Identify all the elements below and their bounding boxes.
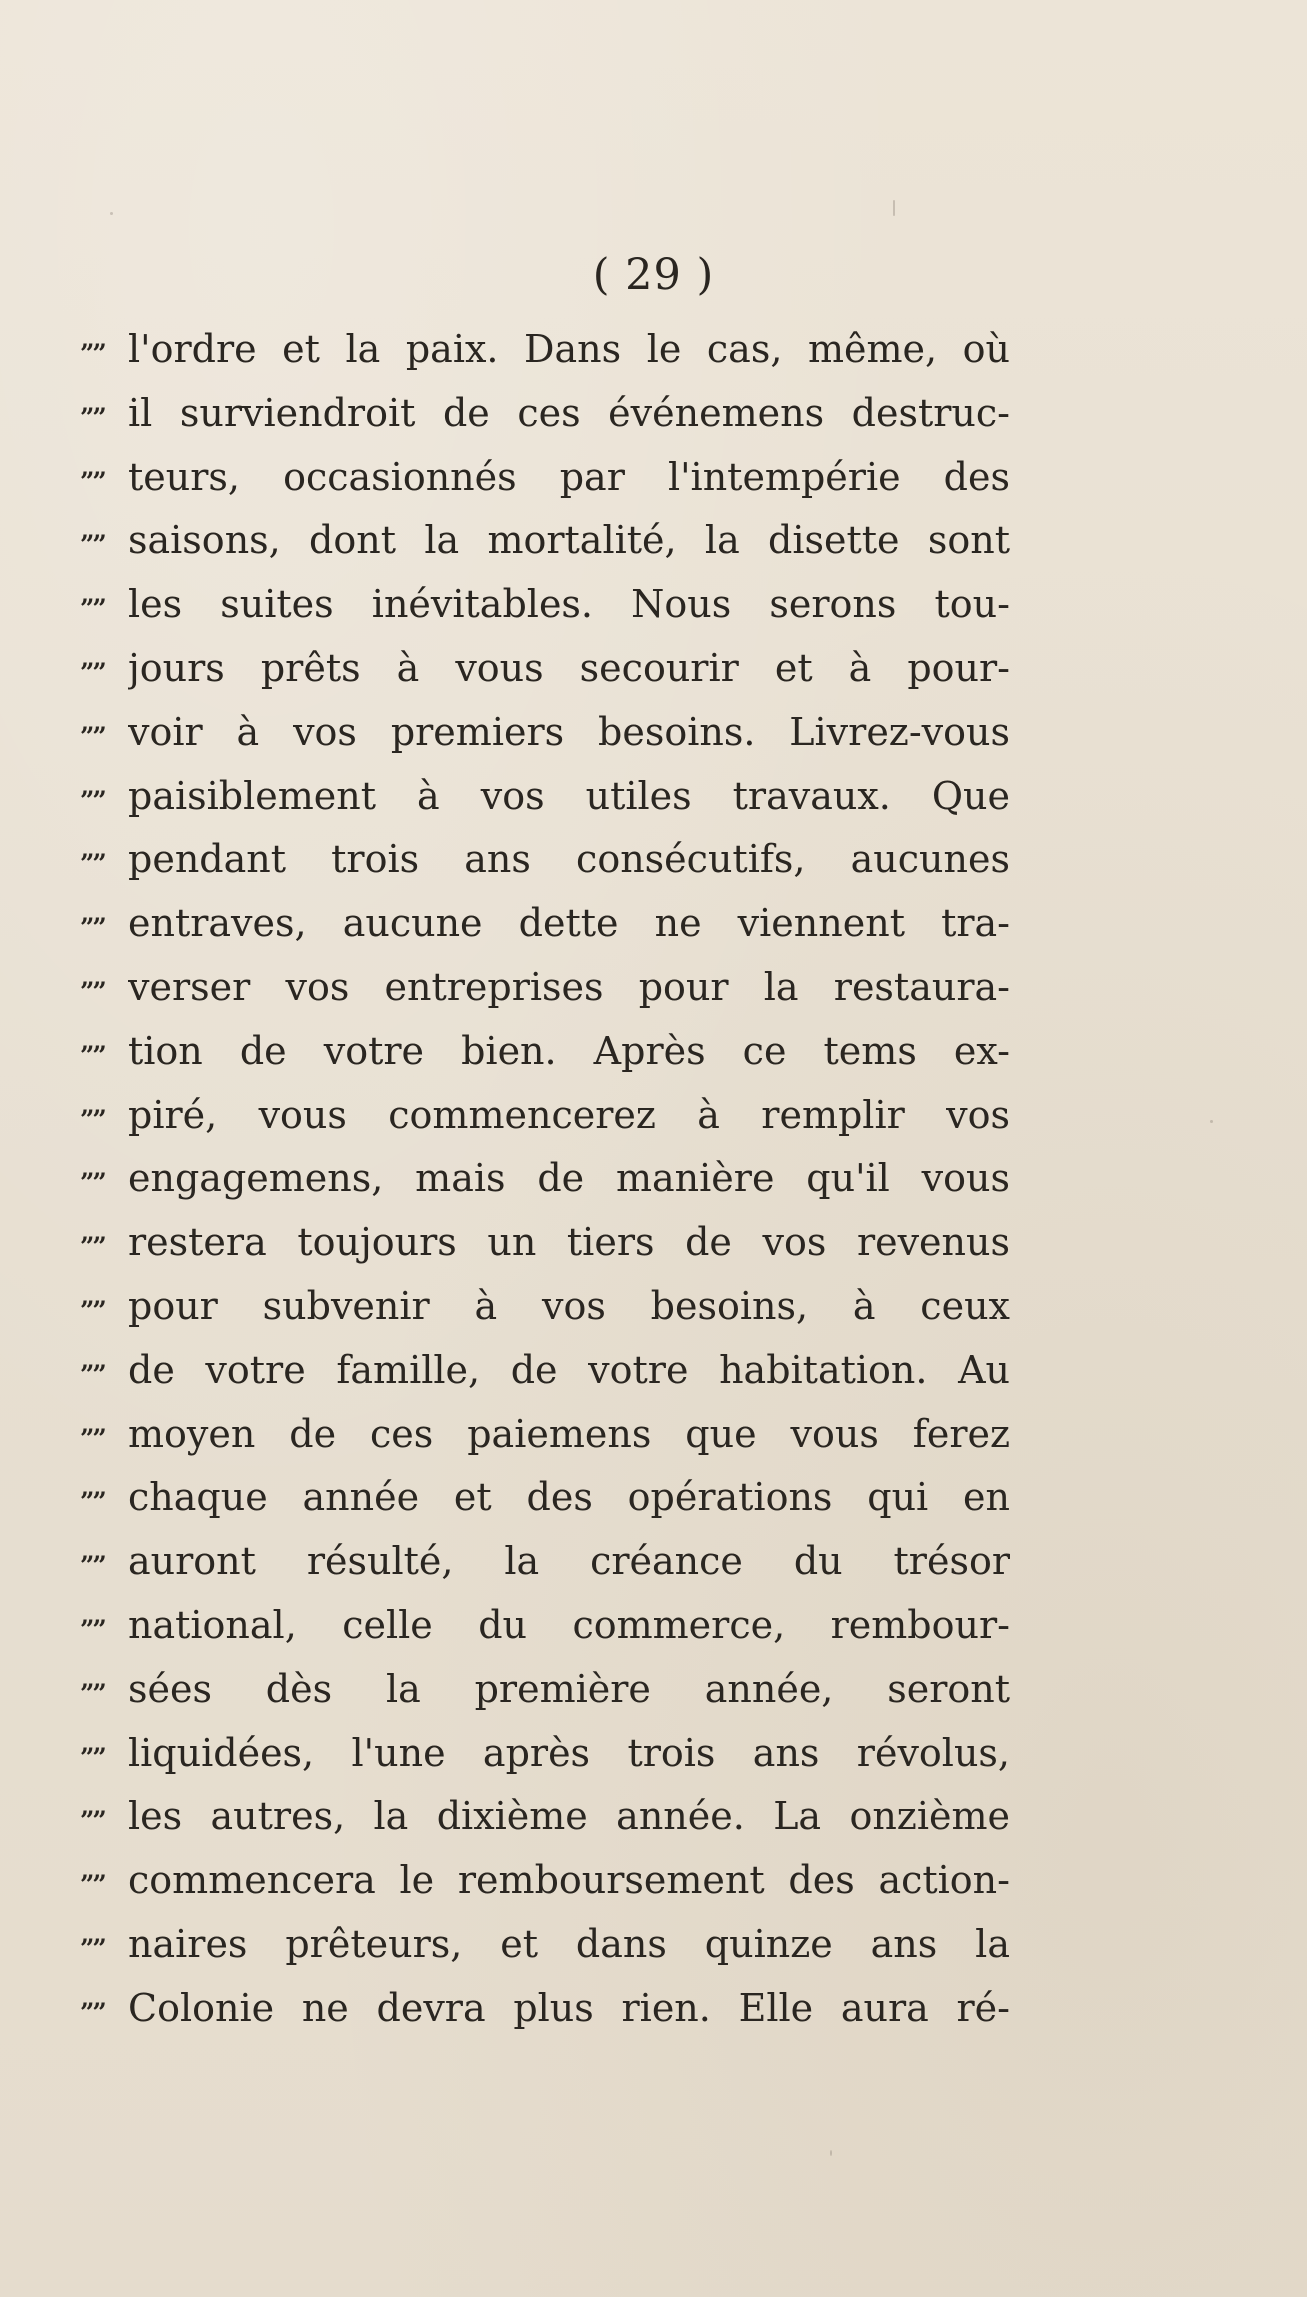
line-text: pour subvenir à vos besoins, à ceux [128, 1283, 1010, 1328]
text-line [80, 701, 1010, 765]
body-text [80, 318, 1010, 2041]
text-line [80, 1658, 1010, 1722]
text-line [80, 1594, 1010, 1658]
text-line [80, 1084, 1010, 1148]
quotation-mark: ”” [80, 1614, 105, 1644]
quotation-mark: ”” [80, 1423, 105, 1453]
line-text: liquidées, l'une après trois ans révolus, [128, 1730, 1010, 1775]
text-line [80, 1530, 1010, 1594]
text-line [80, 1977, 1010, 2041]
text-line [80, 1020, 1010, 1084]
quotation-mark: ”” [80, 1295, 105, 1325]
text-line [80, 1339, 1010, 1403]
quotation-mark: ”” [80, 1359, 105, 1389]
text-line [80, 1913, 1010, 1977]
line-text: auront résulté, la créance du trésor [128, 1539, 1010, 1584]
quotation-mark: ”” [80, 1232, 105, 1262]
page-number: ( 29 ) [592, 250, 715, 300]
quotation-mark: ”” [80, 721, 105, 751]
line-text: voir à vos premiers besoins. Livrez-vous [128, 709, 1010, 754]
text-line [80, 1275, 1010, 1339]
paper-speck [830, 2150, 832, 2156]
text-line [80, 382, 1010, 446]
quotation-mark: ”” [80, 1168, 105, 1198]
quotation-mark: ”” [80, 402, 105, 432]
line-text: sées dès la première année, seront [128, 1666, 1010, 1711]
text-line [80, 1403, 1010, 1467]
line-text: il surviendroit de ces événemens destruc- [128, 390, 1010, 435]
quotation-mark: ”” [80, 1870, 105, 1900]
quotation-mark: ”” [80, 1487, 105, 1517]
line-text: engagemens, mais de manière qu'il vous [128, 1156, 1010, 1201]
quotation-mark: ”” [80, 1997, 105, 2027]
quotation-mark: ”” [80, 657, 105, 687]
line-text: entraves, aucune dette ne viennent tra- [128, 901, 1010, 946]
quotation-mark: ”” [80, 466, 105, 496]
text-line [80, 446, 1010, 510]
text-line [80, 1466, 1010, 1530]
line-text: Colonie ne devra plus rien. Elle aura ré- [128, 1985, 1010, 2030]
text-line [80, 637, 1010, 701]
quotation-mark: ”” [80, 1040, 105, 1070]
text-line [80, 509, 1010, 573]
quotation-mark: ”” [80, 849, 105, 879]
line-text: l'ordre et la paix. Dans le cas, même, où [128, 327, 1010, 371]
line-text: tion de votre bien. Après ce tems ex- [128, 1028, 1010, 1073]
quotation-mark: ”” [80, 339, 105, 368]
quotation-mark: ”” [80, 1104, 105, 1134]
quotation-mark: ”” [80, 1551, 105, 1581]
line-text: piré, vous commencerez à remplir vos [128, 1092, 1010, 1137]
line-text: national, celle du commerce, rembour- [128, 1602, 1010, 1647]
line-text: naires prêteurs, et dans quinze ans la [128, 1921, 1010, 1966]
quotation-mark: ”” [80, 1806, 105, 1836]
quotation-mark: ”” [80, 594, 105, 624]
line-text: pendant trois ans consécutifs, aucunes [128, 837, 1010, 882]
quotation-mark: ”” [80, 913, 105, 943]
quotation-mark: ”” [80, 785, 105, 815]
text-line [80, 1147, 1010, 1211]
quotation-mark: ”” [80, 976, 105, 1006]
line-text: saisons, dont la mortalité, la disette sont [128, 518, 1010, 563]
paper-speck [1210, 1120, 1213, 1123]
paper-speck [893, 200, 895, 216]
text-line [80, 573, 1010, 637]
line-text: moyen de ces paiemens que vous ferez [128, 1411, 1010, 1456]
text-line [80, 1785, 1010, 1849]
text-line [80, 892, 1010, 956]
quotation-mark: ”” [80, 1678, 105, 1708]
quotation-mark: ”” [80, 530, 105, 560]
text-line [80, 956, 1010, 1020]
line-text: les suites inévitables. Nous serons tou- [128, 582, 1010, 627]
text-line [80, 1722, 1010, 1786]
line-text: chaque année et des opérations qui en [128, 1475, 1010, 1520]
line-text: de votre famille, de votre habitation. Au [128, 1347, 1010, 1392]
paper-speck [110, 212, 113, 215]
line-text: teurs, occasionnés par l'intempérie des [128, 454, 1010, 499]
text-line [80, 1211, 1010, 1275]
text-line [80, 765, 1010, 829]
text-line [80, 828, 1010, 892]
line-text: jours prêts à vous secourir et à pour- [128, 645, 1010, 690]
quotation-mark: ”” [80, 1742, 105, 1772]
line-text: restera toujours un tiers de vos revenus [128, 1220, 1010, 1265]
line-text: les autres, la dixième année. La onzième [128, 1794, 1010, 1839]
text-line [80, 318, 1010, 382]
line-text: verser vos entreprises pour la restaura- [128, 964, 1010, 1009]
text-line [80, 1849, 1010, 1913]
line-text: paisiblement à vos utiles travaux. Que [128, 773, 1010, 818]
quotation-mark: ”” [80, 1933, 105, 1963]
line-text: commencera le remboursement des action- [128, 1858, 1010, 1903]
